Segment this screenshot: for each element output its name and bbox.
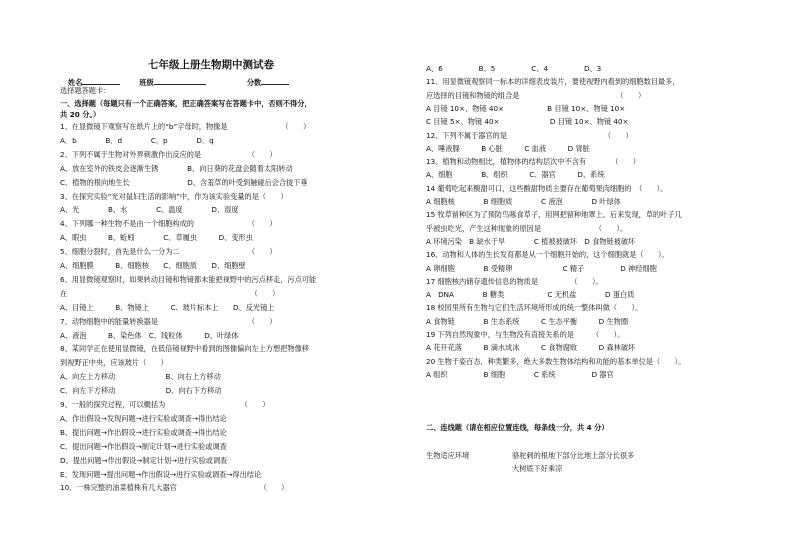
question-line: E、发现问题→提出问题→作出假设→进行实验或调查→得出结论 — [60, 469, 262, 479]
question-line: 16、动物和人体的生长发育都是从一个细胞开始的，这个细胞就是（ ）。 — [426, 250, 669, 260]
question-line: C、向左下方移动 D、向右下方移动 — [60, 386, 222, 396]
section-1-heading-line2: 共 20 分。） — [60, 110, 101, 119]
question-line: 17 细胞核内储存遗传信息的物质是 （ ）。 — [426, 276, 603, 286]
question-line: 7、动物细胞中的能量转换器是 （ ） — [60, 316, 277, 326]
question-line: A、光 B、水 C、温度 D、湿度 — [60, 205, 239, 215]
question-line: 14 葡萄吃起来酸甜可口，这些酸甜物质主要存在葡萄果肉细胞的 （ ）。 — [426, 183, 668, 193]
question-line: A 环境污染 B 缺水干旱 C 植被被破坏 D 食物链被破坏 — [426, 236, 636, 246]
match-right-item: 大树底下好乘凉 — [512, 464, 563, 473]
question-line: A、6 B、5 C、4 D、3 — [426, 64, 602, 73]
question-line: 乎被虫吃光，产生这种现象的原因是 （ ）。 — [426, 223, 628, 233]
question-line: 6、用显微镜观察时，如果转动目镜和物镜都未能把视野中的污点移走，污点可能 — [60, 274, 317, 284]
answer-card-label: 选择题答题卡： — [60, 86, 111, 95]
exam-title: 七年级上册生物期中测试卷 — [148, 59, 274, 71]
question-line: A 食物链 B 生态系统 C 生态平衡 D 生物圈 — [426, 316, 629, 326]
match-right-item: 骆驼刺的根地下部分比地上部分长很多 — [512, 451, 635, 460]
score-label: 分数 — [246, 78, 262, 87]
section-1-heading — [60, 99, 312, 109]
question-line: 在 （ ） — [60, 288, 280, 298]
section-1-text: 一、选择题（每题只有一个正确答案，把正确答案写在答题卡中，否则不得分， — [60, 99, 312, 108]
question-line: 3、在探究实验“光对鼠妇生活的影响”中，作为该实验变量的是（ ） — [60, 191, 288, 201]
name-label: 姓名 — [68, 78, 83, 87]
question-line: 9、一般的探究过程，可以概括为 （ ） — [60, 400, 270, 409]
question-line: A、目镜上 B、物镜上 C、玻片标本上 D、反光镜上 — [60, 302, 275, 312]
question-line: A、眼虫 B、蚯蚓 C、草履虫 D、变形虫 — [60, 233, 253, 243]
question-line: 5、细胞分裂时，首先是什么一分为二 （ ） — [60, 247, 277, 257]
question-line: 2、下列不属于生物对外界刺激作出反应的是 （ ） — [60, 149, 277, 159]
question-line: 10、一株完整的油菜植株有几大器官 （ ） — [60, 483, 289, 493]
question-line: 13、植物和动物相比，植物体的结构层次中不含有 （ ） — [426, 157, 640, 167]
question-line: 19 下列自然现象中，与生物没有直接关系的是 （ ）。 — [426, 330, 625, 339]
question-line: A 组织 B 细胞 C 系统 D 器官 — [426, 369, 614, 379]
class-blank — [154, 76, 206, 85]
question-line: A、细胞膜 B、细胞核 C、细胞质 D、细胞壁 — [60, 261, 246, 270]
name-blank — [82, 76, 120, 85]
question-line: A、放在室外的铁皮会逐渐生锈 B、向日葵的花盘会随着太阳转动 — [60, 163, 293, 173]
question-line: C、植物的根向地生长 D、含羞草的叶受到触碰后会合拢下垂 — [60, 177, 308, 187]
score-blank — [261, 76, 289, 85]
question-line: 20 生物千姿百态，种类繁多，绝大多数生物体结构和功能的基本单位是（ ）。 — [426, 356, 686, 366]
question-line: B、提出问题→作出假设→进行实验或调查→得出结论 — [60, 427, 227, 437]
match-left-item: 生物适应环境 — [426, 451, 470, 460]
question-line: A、作出假设→发现问题→进行实验或调查→得出结论 — [60, 413, 227, 423]
question-line: A．b B．d C．p D．q — [60, 135, 214, 145]
question-line: A 卵细胞 B 受精卵 C 精子 D 神经细胞 — [426, 263, 657, 273]
question-line: 4、下列哪一种生物不是由一个细胞构成的 （ ） — [60, 219, 277, 229]
question-line: C 目镜 5×、物镜 40× D 目镜 10×、物镜 40× — [426, 117, 629, 127]
question-line: 应选择的目镜和物镜的组合是 （ ） — [426, 90, 646, 100]
question-line: 11、用显微镜观察同一标本的详细表皮装片，要使视野内看到的细胞数目最多， — [426, 77, 680, 87]
question-line: 到视野正中央，应该玻片（ ） — [60, 358, 168, 368]
question-line: A、细胞 B、组织 C、器官 D、系统 — [426, 170, 605, 180]
question-line: A、液泡 B、染色体 C、线粒体 D、叶绿体 — [60, 330, 239, 340]
question-line: 8、某同学正在使用显微镜，在低倍镜视野中看到的图像偏向左上方想把物像移 — [60, 344, 309, 354]
section-2-heading: 二、连线题（请在相应位置连线，每条线一分，共 4 分） — [426, 423, 609, 432]
question-line: 18 校园里所有生物与它们生活环境所形成的统一整体叫做（ ）。 — [426, 303, 643, 313]
question-line: A 细胞核 B 细胞质 C 液泡 D 叶绿体 — [426, 197, 621, 206]
class-label: 班级 — [139, 78, 154, 87]
question-line: A 目镜 10×、物镜 40× B 目镜 10×、物镜 10× — [426, 103, 626, 113]
question-line: 1、在显微镜下观察写在纸片上的“b”字母时，物像是 （ ） — [60, 122, 311, 131]
question-line: A DNA B 糖类 C 无机盐 D 蛋白质 — [426, 290, 635, 300]
question-line: D、提出问题→作出假设→制定计划→进行实验或调查 — [60, 455, 228, 465]
question-line: C、提出问题→作出假设→制定计划→进行实验或调查 — [60, 441, 227, 451]
question-line: A 花开花落 B 滴水成冰 C 食物腐败 D 森林破坏 — [426, 343, 636, 353]
question-line: A、向左上方移动 B、向右上方移动 — [60, 372, 221, 382]
question-line: 15 牧草留种区为了预防鸟啄食草子，用网把留种地罩上。后来发现，草的叶子几 — [426, 210, 682, 220]
question-line: 12、下列不属于器官的是 （ ） — [426, 130, 633, 140]
question-line: A、唾液腺 B 心脏 C 血液 D 肾脏 — [426, 143, 590, 153]
